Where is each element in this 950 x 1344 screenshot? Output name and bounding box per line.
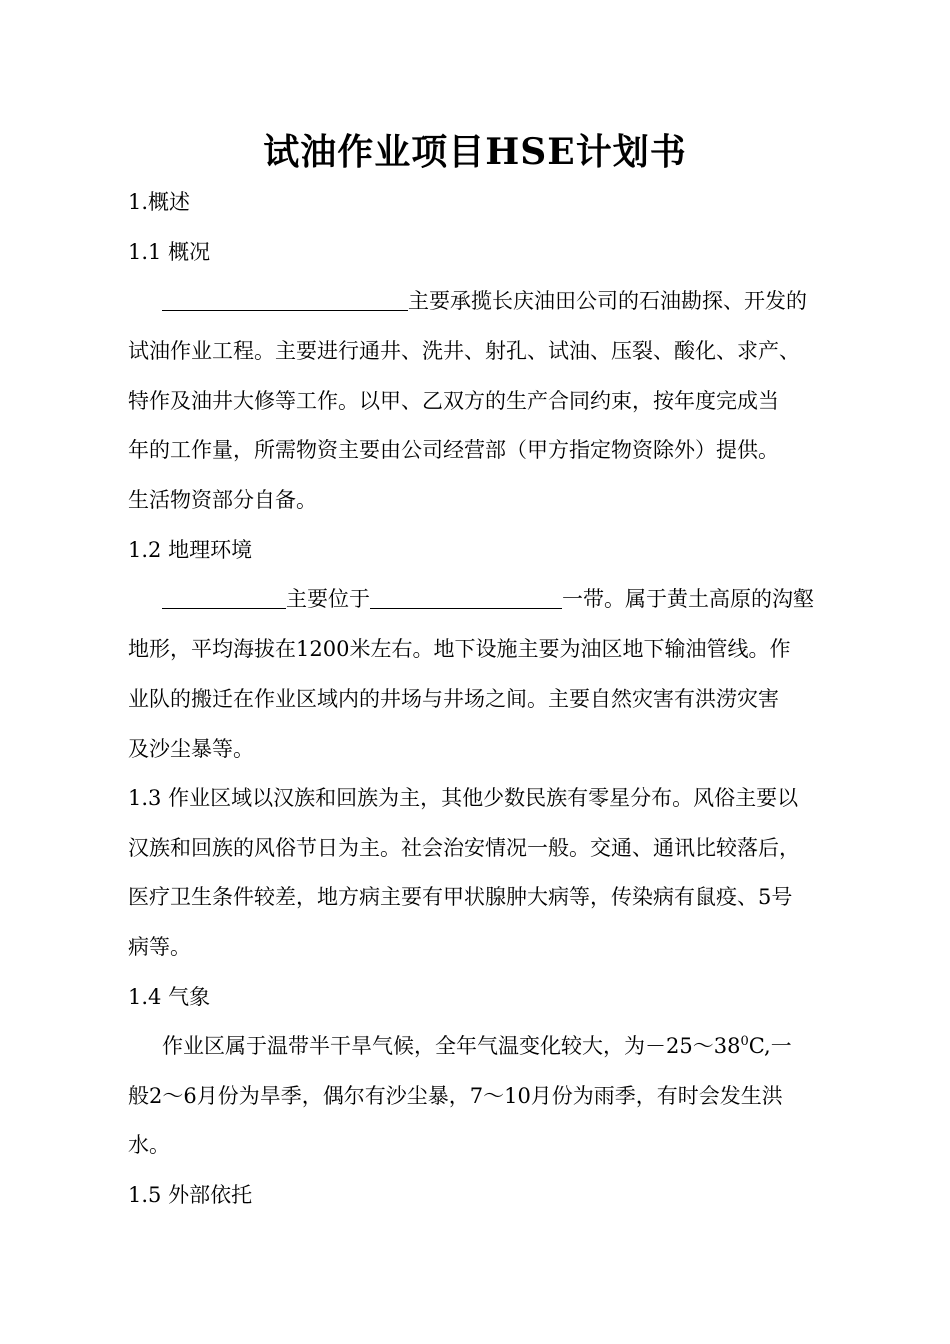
paragraph-line: 水。 — [128, 1133, 170, 1157]
paragraph-line: 试油作业工程。主要进行通井、洗井、射孔、试油、压裂、酸化、求产、 — [128, 339, 800, 363]
fill-in-blank[interactable] — [370, 586, 562, 609]
paragraph-line: 病等。 — [128, 935, 191, 959]
paragraph-line: 生活物资部分自备。 — [128, 488, 317, 512]
paragraph-line — [162, 1031, 792, 1061]
paragraph-text: C,一 — [748, 1034, 792, 1058]
document-title: 试油作业项目HSE计划书 — [263, 131, 687, 173]
degree-superscript: 0 — [740, 1034, 749, 1049]
fill-in-blank[interactable] — [162, 586, 286, 609]
section-heading-climate: 1.4 气象 — [128, 985, 211, 1009]
paragraph-line: 汉族和回族的风俗节日为主。社会治安情况一般。交通、通讯比较落后， — [128, 836, 800, 860]
section-heading-geography: 1.2 地理环境 — [128, 538, 253, 562]
paragraph-text: 主要承揽长庆油田公司的石油勘探、开发的 — [408, 289, 807, 313]
paragraph-text: 主要位于 — [286, 587, 370, 611]
fill-in-blank[interactable] — [162, 288, 408, 311]
paragraph-line — [162, 584, 814, 614]
paragraph-line: 年的工作量，所需物资主要由公司经营部（甲方指定物资除外）提供。 — [128, 438, 779, 462]
section-heading-overview: 1.概述 — [128, 190, 191, 214]
paragraph-text: 作业区属于温带半干旱气候，全年气温变化较大，为－25～38 — [162, 1034, 741, 1058]
section-heading-external-support: 1.5 外部依托 — [128, 1183, 253, 1207]
paragraph-text: 一带。属于黄土高原的沟壑 — [562, 587, 814, 611]
paragraph-line: 般2～6月份为旱季，偶尔有沙尘暴，7～10月份为雨季，有时会发生洪 — [128, 1084, 783, 1108]
paragraph-line: 及沙尘暴等。 — [128, 737, 254, 761]
paragraph-line: 业队的搬迁在作业区域内的井场与井场之间。主要自然灾害有洪涝灾害 — [128, 687, 779, 711]
paragraph-line: 地形，平均海拔在1200米左右。地下设施主要为油区地下输油管线。作 — [128, 637, 791, 661]
paragraph-line: 医疗卫生条件较差，地方病主要有甲状腺肿大病等，传染病有鼠疫、5号 — [128, 885, 793, 909]
paragraph-line — [162, 286, 807, 316]
paragraph-line: 特作及油井大修等工作。以甲、乙双方的生产合同约束，按年度完成当 — [128, 389, 779, 413]
section-heading-general: 1.1 概况 — [128, 240, 211, 264]
paragraph-line: 1.3 作业区域以汉族和回族为主，其他少数民族有零星分布。风俗主要以 — [128, 786, 799, 810]
